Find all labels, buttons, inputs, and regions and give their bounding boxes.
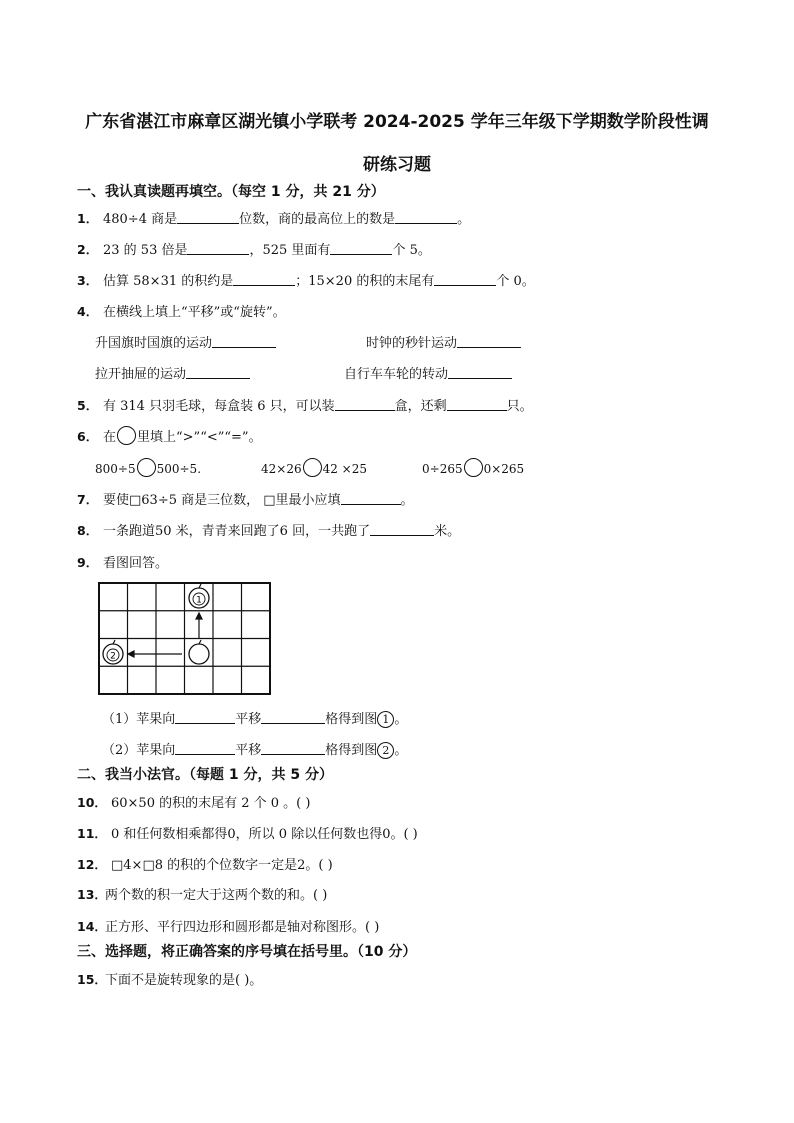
answer-blank[interactable] xyxy=(395,210,457,224)
question-9: 9． 看图回答。 xyxy=(77,555,169,571)
figure-1-mark: 1 xyxy=(377,711,394,728)
answer-blank[interactable] xyxy=(434,272,496,286)
question-3: 3． 估算 58×31 的积约是 ；15×20 的积的末尾有 个 0。 xyxy=(77,273,535,289)
question-11: 11． 0 和任何数相乘都得0，所以 0 除以任何数也得0。( ) xyxy=(77,826,418,842)
svg-text:1: 1 xyxy=(196,595,202,606)
answer-blank[interactable] xyxy=(370,522,434,536)
question-9-part-2: （2）苹果向 平移 格得到图 2 。 xyxy=(102,743,408,758)
apple-icon-marked-2 xyxy=(103,640,123,664)
arrow-up-icon xyxy=(196,613,202,638)
question-5: 5． 有 314 只羽毛球，每盒装 6 只，可以装 盒，还剩 只。 xyxy=(77,398,533,414)
answer-blank[interactable] xyxy=(341,491,401,505)
question-10: 10． 60×50 的积的末尾有 2 个 0 。( ) xyxy=(77,795,311,811)
question-4-item-3: 拉开抽屉的运动 xyxy=(95,363,250,382)
question-4-item-4: 自行车车轮的转动 xyxy=(344,363,512,382)
question-4-item-1: 升国旗时国旗的运动 xyxy=(95,332,276,351)
answer-blank[interactable] xyxy=(330,241,392,255)
page-title-continued: 研练习题 xyxy=(363,155,431,175)
figure-2-mark: 2 xyxy=(377,742,394,759)
answer-blank[interactable] xyxy=(177,210,239,224)
section-3-heading: 三、选择题，将正确答案的序号填在括号里。（10 分） xyxy=(77,944,417,960)
answer-blank[interactable] xyxy=(261,741,325,755)
compare-circle[interactable] xyxy=(303,458,322,477)
answer-blank[interactable] xyxy=(448,365,512,379)
question-2: 2． 23 的 53 倍是 ，525 里面有 个 5。 xyxy=(77,242,431,258)
apple-icon-marked-1 xyxy=(189,584,209,608)
compare-circle-icon xyxy=(117,426,136,445)
question-6: 6． 在 里填上“>”“<”“=”。 xyxy=(77,426,262,445)
question-8: 8． 一条跑道50 米，青青来回跑了6 回，一共跑了 米。 xyxy=(77,523,461,539)
answer-blank[interactable] xyxy=(187,241,249,255)
section-2-heading: 二、我当小法官。（每题 1 分，共 5 分） xyxy=(77,767,333,783)
answer-blank[interactable] xyxy=(175,741,235,755)
answer-blank[interactable] xyxy=(233,272,295,286)
question-7: 7． 要使□63÷5 商是三位数， □里最小应填 。 xyxy=(77,492,414,508)
compare-expression-1: 800÷5 500÷5. xyxy=(95,458,201,477)
answer-blank[interactable] xyxy=(212,334,276,348)
question-14: 14．正方形、平行四边形和圆形都是轴对称图形。( ) xyxy=(77,919,380,935)
apple-icon xyxy=(189,640,209,664)
page-title: 广东省湛江市麻章区湖光镇小学联考 2024-2025 学年三年级下学期数学阶段性调 xyxy=(85,112,709,132)
answer-blank[interactable] xyxy=(335,397,395,411)
compare-circle[interactable] xyxy=(464,458,483,477)
question-4: 4． 在横线上填上“平移”或“旋转”。 xyxy=(77,304,286,320)
compare-circle[interactable] xyxy=(137,458,156,477)
compare-expression-2: 42×26 42 ×25 xyxy=(261,458,367,477)
compare-expression-3: 0÷265 0×265 xyxy=(422,458,524,477)
answer-blank[interactable] xyxy=(457,334,521,348)
question-12: 12． □4×□8 的积的个位数字一定是2。( ) xyxy=(77,857,333,873)
question-13: 13．两个数的积一定大于这两个数的和。( ) xyxy=(77,887,328,903)
apple-translation-grid xyxy=(98,582,272,696)
answer-blank[interactable] xyxy=(261,710,325,724)
answer-blank[interactable] xyxy=(186,365,250,379)
answer-blank[interactable] xyxy=(175,710,235,724)
question-1: 1． 480÷4 商是 位数，商的最高位上的数是 。 xyxy=(77,211,471,227)
section-1-heading: 一、我认真读题再填空。（每空 1 分，共 21 分） xyxy=(77,184,385,200)
question-9-part-1: （1）苹果向 平移 格得到图 1 。 xyxy=(102,712,408,727)
question-15: 15．下面不是旋转现象的是( )。 xyxy=(77,972,263,988)
answer-blank[interactable] xyxy=(447,397,507,411)
arrow-left-icon xyxy=(128,651,182,657)
svg-text:2: 2 xyxy=(110,651,116,662)
question-4-item-2: 时钟的秒针运动 xyxy=(366,332,521,351)
